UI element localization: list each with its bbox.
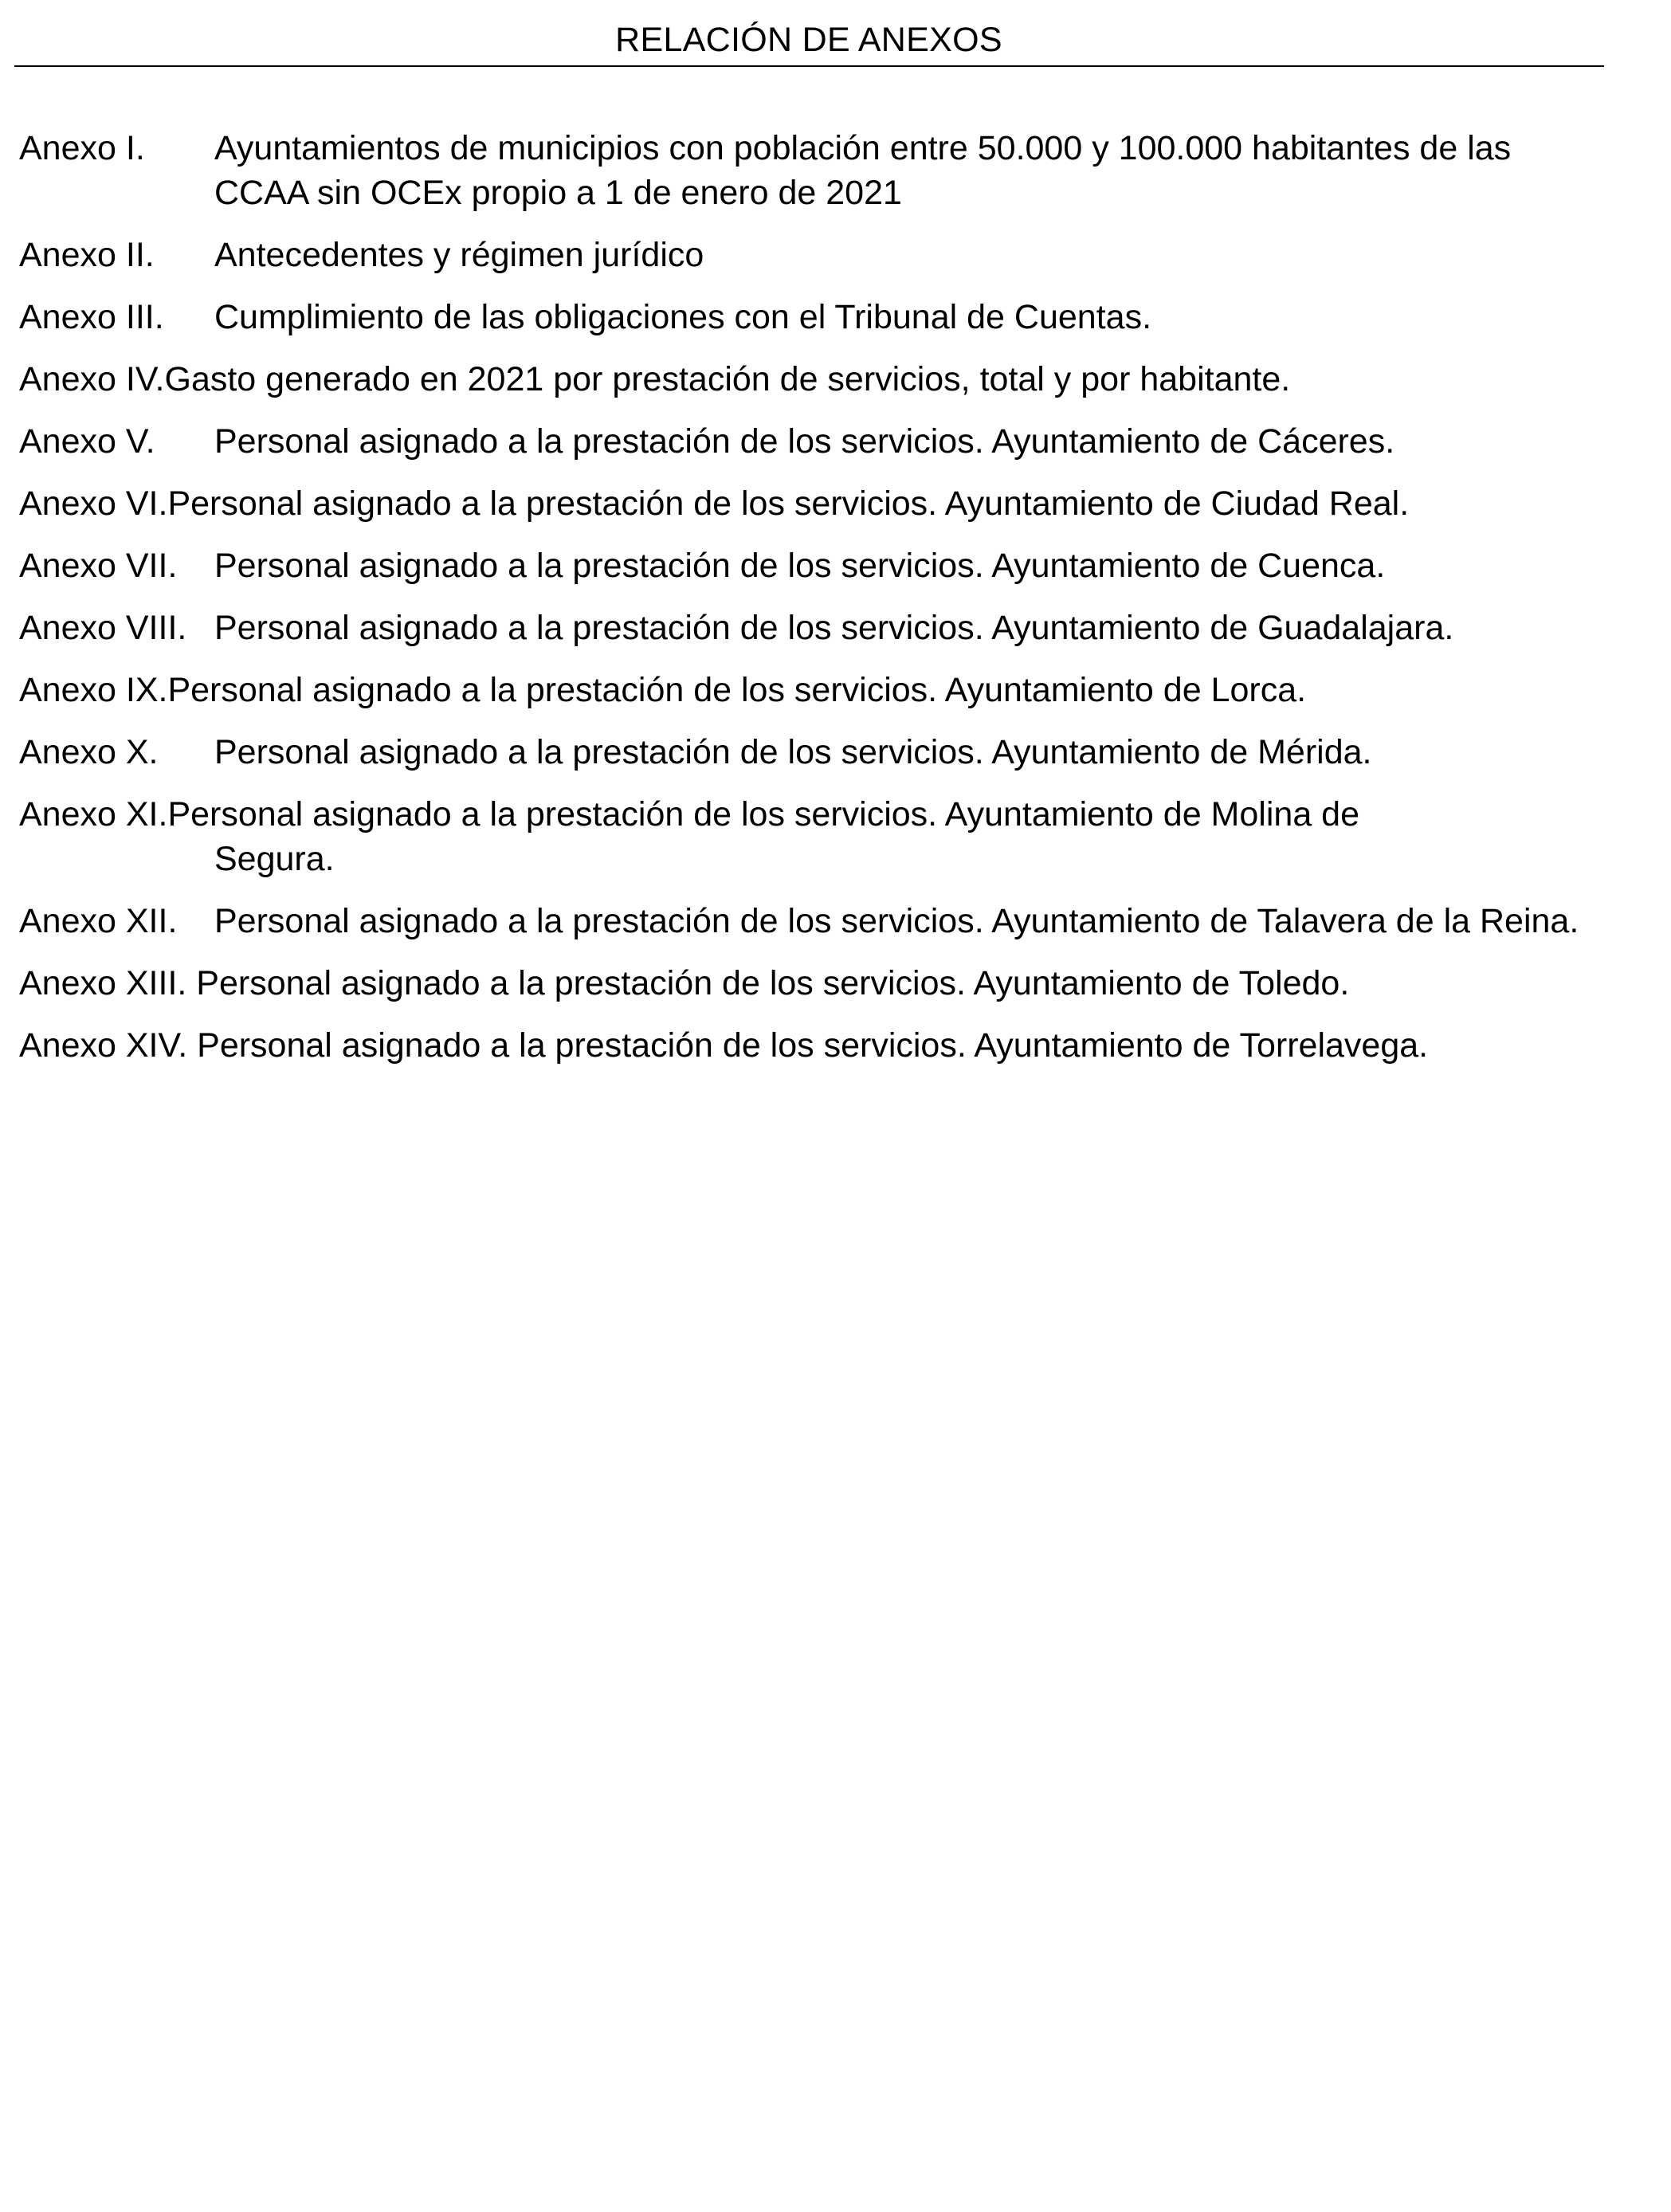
annex-label: Anexo XIV. (19, 1026, 188, 1065)
annex-text: Antecedentes y régimen jurídico (214, 236, 704, 274)
annex-item-7 (19, 543, 1581, 588)
annex-item-4 (19, 357, 1581, 402)
annex-text: Ayuntamientos de municipios con población entre 50.000 y 100.000 habitantes de las CCAA sin OCEx propio a 1 de enero de 2021 (214, 129, 1512, 212)
annex-label: Anexo I. (19, 129, 145, 167)
annex-item-13 (19, 961, 1581, 1006)
annex-text: Personal asignado a la prestación de los servicios. Ayuntamiento de Mérida. (214, 733, 1372, 771)
annex-label: Anexo XI. (19, 795, 168, 833)
annex-text: Personal asignado a la prestación de los servicios. Ayuntamiento de Lorca. (167, 671, 1307, 709)
annex-label: Anexo II. (19, 236, 155, 274)
annex-text: Personal asignado a la prestación de los servicios. Ayuntamiento de Ciudad Real. (167, 484, 1410, 523)
annex-label: Anexo III. (19, 298, 164, 336)
annex-label: Anexo IX. (19, 671, 168, 709)
annex-label: Anexo XIII. (19, 964, 187, 1002)
annex-label: Anexo VII. (19, 547, 178, 585)
annex-item-3 (19, 295, 1581, 339)
annex-list (19, 126, 1581, 1085)
annex-label: Anexo XII. (19, 902, 178, 940)
annex-text: Cumplimiento de las obligaciones con el Tribunal de Cuentas. (214, 298, 1152, 336)
annex-label: Anexo VI. (19, 484, 168, 523)
annex-item-6 (19, 481, 1581, 526)
annex-text: Personal asignado a la prestación de los servicios. Ayuntamiento de Talavera de la Reina. (214, 902, 1579, 940)
annex-text: Personal asignado a la prestación de los servicios. Ayuntamiento de Guadalajara. (214, 609, 1454, 647)
annex-label: Anexo X. (19, 733, 159, 771)
annex-text-continuation: Segura. (214, 840, 335, 878)
annex-item-5 (19, 419, 1581, 464)
annex-item-11 (19, 792, 1581, 881)
annex-item-2 (19, 233, 1581, 277)
annex-item-14 (19, 1023, 1581, 1068)
annex-item-8 (19, 606, 1581, 650)
annex-label: Anexo IV. (19, 360, 165, 398)
annex-label: Anexo V. (19, 422, 155, 461)
title-divider (14, 65, 1604, 67)
annex-item-12 (19, 899, 1581, 943)
annex-item-1 (19, 126, 1581, 215)
annex-text: Personal asignado a la prestación de los servicios. Ayuntamiento de Cáceres. (214, 422, 1395, 461)
annex-text: Personal asignado a la prestación de los servicios. Ayuntamiento de Torrelavega. (197, 1026, 1429, 1065)
annex-text: Personal asignado a la prestación de los servicios. Ayuntamiento de Molina de (167, 795, 1360, 833)
annex-label: Anexo VIII. (19, 609, 187, 647)
annex-item-10 (19, 730, 1581, 775)
annex-text: Personal asignado a la prestación de los servicios. Ayuntamiento de Cuenca. (214, 547, 1386, 585)
annex-text: Gasto generado en 2021 por prestación de servicios, total y por habitante. (164, 360, 1291, 398)
annex-item-9 (19, 668, 1581, 712)
annex-text: Personal asignado a la prestación de los servicios. Ayuntamiento de Toledo. (196, 964, 1350, 1002)
page-title: RELACIÓN DE ANEXOS (615, 21, 1002, 59)
